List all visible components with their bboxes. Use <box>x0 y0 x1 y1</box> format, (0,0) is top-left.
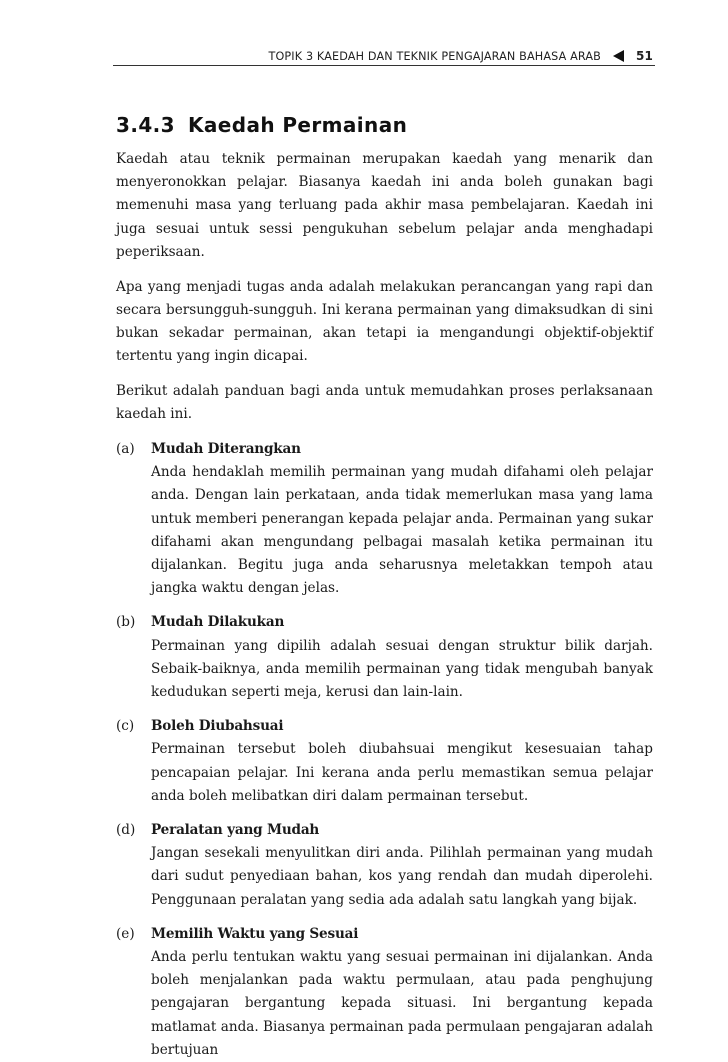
page-number: 51 <box>636 49 653 63</box>
list-item-label: (c) <box>116 718 135 735</box>
list-item-content <box>151 438 653 600</box>
section-number: 3.4.3 <box>116 113 175 137</box>
paragraph: Berikut adalah panduan bagi anda untuk memudahkan proses perlaksanaan kaedah ini. <box>116 383 653 423</box>
list-item <box>116 611 653 704</box>
list-item-title: Memilih Waktu yang Sesuai <box>151 925 359 942</box>
paragraph: Apa yang menjadi tugas anda adalah melakukan perancangan yang rapi dan secara bersungguh-sungguh. Ini kerana permainan yang dimaksudkan di sini bukan sekadar permainan, akan tetapi ia mengandungi objektif-objektif tertentu yang ingin dicapai. <box>116 278 653 365</box>
header-divider <box>113 65 655 66</box>
section-heading <box>116 113 407 137</box>
list-item-text: Anda perlu tentukan waktu yang sesuai permainan ini dijalankan. Anda boleh menjalankan pada waktu permulaan, atau pada penghujung pengajaran bergantung kepada situasi. Ini bergantung kepada matlamat anda. Biasanya permainan pada permulaan pengajaran adalah bertujuan <box>151 949 653 1058</box>
list-item <box>116 819 653 912</box>
list-item-title: Mudah Dilakukan <box>151 614 285 631</box>
list-item-text: Permainan yang dipilih adalah sesuai dengan struktur bilik darjah. Sebaik-baiknya, anda memilih permainan yang tidak mengubah banyak kedudukan seperti meja, kerusi dan lain-lain. <box>151 637 653 701</box>
list-item-label: (e) <box>116 925 135 942</box>
list-item <box>116 438 653 600</box>
list-item-title: Boleh Diubahsuai <box>151 718 284 735</box>
list-item-text: Permainan tersebut boleh diubahsuai mengikut kesesuaian tahap pencapaian pelajar. Ini kerana anda perlu memastikan semua pelajar anda boleh melibatkan diri dalam permainan tersebut. <box>151 741 653 804</box>
list-item-content <box>151 923 653 1062</box>
section-title: Kaedah Permainan <box>188 113 408 137</box>
list-item-text: Jangan sesekali menyulitkan diri anda. Pilihlah permainan yang mudah dari sudut penyediaan bahan, kos yang rendah dan mudah diperolehi. Penggunaan peralatan yang sedia ada adalah satu langkah yang bijak. <box>151 845 653 908</box>
list-item-content <box>151 611 653 704</box>
list-item-content <box>151 819 653 912</box>
list-item-label: (d) <box>116 822 136 839</box>
list-item-title: Peralatan yang Mudah <box>151 822 320 839</box>
list-item-text: Anda hendaklah memilih permainan yang mudah difahami oleh pelajar anda. Dengan lain perkataan, anda tidak memerlukan masa yang lama untuk memberi penerangan kepada pelajar anda. Permainan yang sukar difahami akan mengundang pelbagai masalah ketika permainan itu dijalankan. Begitu juga anda seharusnya meletakkan tempoh atau jangka waktu dengan jelas. <box>151 464 653 597</box>
list-item <box>116 715 653 808</box>
list-item-content <box>151 715 653 808</box>
list-item-label: (b) <box>116 614 136 631</box>
list-item <box>116 923 653 1062</box>
body-text <box>116 148 653 1062</box>
paragraph: Kaedah atau teknik permainan merupakan kaedah yang menarik dan menyeronokkan pelajar. Biasanya kaedah ini anda boleh gunakan bagi memenuhi masa yang terluang pada akhir masa pembelajaran. Kaedah ini juga sesuai untuk sessi pengukuhan sebelum pelajar anda menghadapi peperiksaan. <box>116 151 653 260</box>
list-item-title: Mudah Diterangkan <box>151 441 301 458</box>
list-item-label: (a) <box>116 441 135 458</box>
triangle-left-icon <box>613 50 624 62</box>
header-title: TOPIK 3 KAEDAH DAN TEKNIK PENGAJARAN BAHASA ARAB <box>268 49 601 63</box>
